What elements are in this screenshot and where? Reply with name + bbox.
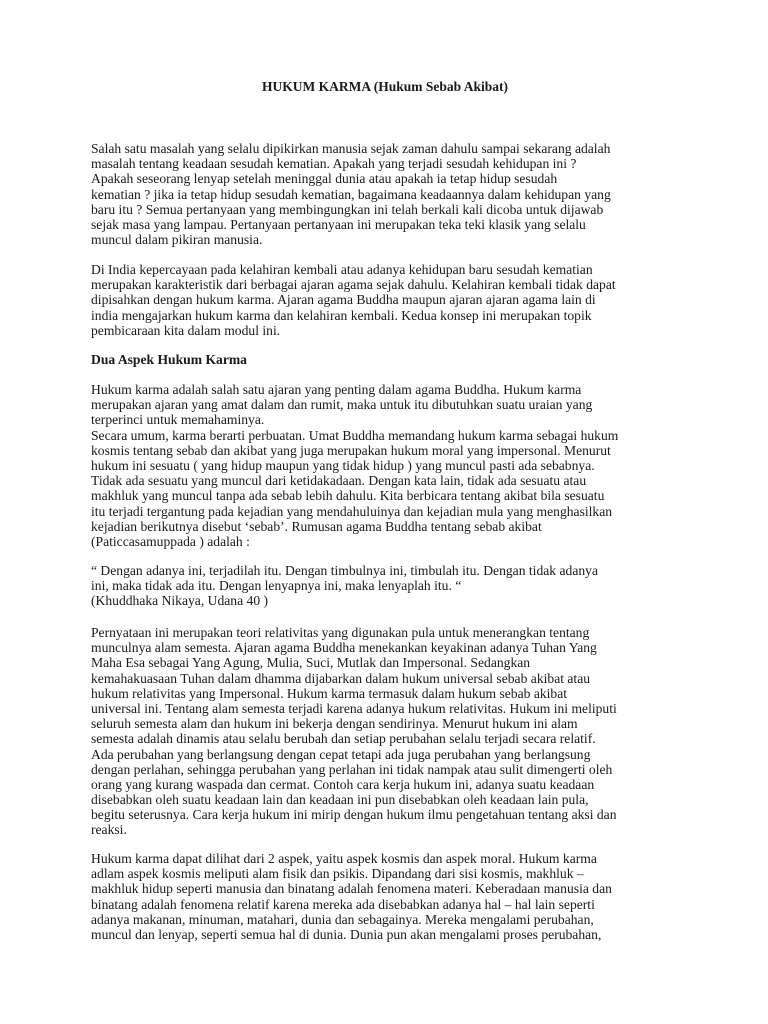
paragraph-quote: [91, 563, 691, 609]
section-heading-container: [91, 351, 691, 369]
section-heading: Dua Aspek Hukum Karma: [91, 352, 247, 367]
text-line: itu terjadi tergantung pada kejadian yang mendahuluinya dan kejadian mula yang menghasilkan: [91, 503, 613, 519]
paragraph-relativitas: [91, 625, 691, 838]
text-line: Di India kepercayaan pada kelahiran kembali atau adanya kehidupan baru sesudah kematian: [91, 262, 593, 277]
text-line: munculnya alam semesta. Ajaran agama Buddha menekankan keyakinan adanya Tuhan Yang: [91, 640, 597, 656]
text-line: kemahakuasaan Tuhan dalam dhamma dijabarkan dalam hukum universal sebab akibat atau: [91, 670, 591, 686]
text-line: Tidak ada sesuatu yang muncul dari ketidakadaan. Dengan kata lain, tidak ada sesuatu atau: [91, 473, 587, 489]
text-line: dipisahkan dengan hukum karma. Ajaran agama Buddha maupun ajaran ajaran agama lain di: [91, 292, 596, 308]
text-line: terperinci untuk memahaminya.: [91, 412, 265, 428]
text-line: masalah tentang keadaan sesudah kematian. Apakah yang terjadi sesudah kehidupan ini ?: [91, 156, 577, 172]
paragraph-hukum-karma: [91, 382, 691, 549]
text-line: Apakah seseorang lenyap setelah meninggal dunia atau apakah ia tetap hidup sesudah: [91, 171, 558, 187]
text-line: muncul dan lenyap, seperti semua hal di dunia. Dunia pun akan mengalami proses perubahan,: [91, 926, 602, 942]
text-line: dengan perlahan, sehingga perubahan yang perlahan ini tidak nampak atau sulit dimengerti oleh: [91, 761, 613, 777]
text-line: Hukum karma adalah salah satu ajaran yang penting dalam agama Buddha. Hukum karma: [91, 382, 582, 397]
text-line: disebabkan oleh suatu keadaan lain dan keadaan ini pun disebabkan oleh keadaan lain pula,: [91, 792, 589, 808]
text-line: orang yang kurang waspada dan cermat. Contoh cara kerja hukum ini, adanya suatu keadaan: [91, 776, 595, 792]
text-line: kosmis tentang sebab dan akibat yang juga merupakan hukum moral yang impersonal. Menurut: [91, 442, 611, 458]
text-line: (Paticcasamuppada ) adalah :: [91, 533, 250, 549]
text-line: adanya makanan, minuman, matahari, dunia dan sebagainya. Mereka mengalami perubahan,: [91, 911, 594, 927]
text-line: Ada perubahan yang berlangsung dengan cepat tetapi ada juga perubahan yang berlangsung: [91, 746, 591, 762]
text-line: Pernyataan ini merupakan teori relativitas yang digunakan pula untuk menerangkan tentang: [91, 625, 590, 640]
paragraph-aspek: [91, 851, 691, 942]
text-line: universal ini. Tentang alam semesta terjadi karena adanya hukum relativitas. Hukum ini meliputi: [91, 700, 617, 716]
text-line: adlam aspek kosmis meliputi alam fisik dan psikis. Dipandang dari sisi kosmis, makhluk –: [91, 866, 584, 882]
text-line: Secara umum, karma berarti perbuatan. Umat Buddha memandang hukum karma sebagai hukum: [91, 427, 619, 443]
text-line: Maha Esa sebagai Yang Agung, Mulia, Suci, Mutlak dan Impersonal. Sedangkan: [91, 655, 531, 671]
document-title: HUKUM KARMA (Hukum Sebab Akibat): [261, 79, 509, 94]
text-line: begitu seterusnya. Cara kerja hukum ini mirip dengan hukum ilmu pengetahuan tentang aksi dan: [91, 807, 617, 823]
text-line: kejadian berikutnya disebut ‘sebab’. Rumusan agama Buddha tentang sebab akibat: [91, 518, 542, 534]
text-line: pembicaraan kita dalam modul ini.: [91, 322, 281, 338]
text-line: reaksi.: [91, 822, 127, 838]
text-line: makhluk hidup seperti manusia dan binatang adalah fenomena materi. Keberadaan manusia dan: [91, 881, 612, 897]
text-line: sejak masa yang lampau. Pertanyaan pertanyaan ini merupakan teka teki klasik yang selalu: [91, 216, 586, 232]
text-line: merupakan karakteristik dari berbagai ajaran agama sejak dahulu. Kelahiran kembali tidak dapat: [91, 277, 616, 293]
text-line: Salah satu masalah yang selalu dipikirkan manusia sejak zaman dahulu sampai sekarang adalah: [91, 141, 611, 156]
quote-line: “ Dengan adanya ini, terjadilah itu. Dengan timbulnya ini, timbulah itu. Dengan tidak adanya: [91, 563, 598, 578]
text-line: merupakan ajaran yang amat dalam dan rumit, maka untuk itu dibutuhkan suatu uraian yang: [91, 397, 593, 413]
paragraph-intro: [91, 141, 691, 247]
text-line: kematian ? jika ia tetap hidup sesudah kematian, bagaimana keadaannya dalam kehidupan yang: [91, 186, 611, 202]
text-line: hukum relativitas yang Impersonal. Hukum karma termasuk dalam hukum sebab akibat: [91, 685, 568, 701]
text-line: seluruh semesta alam dan hukum ini bekerja dengan sendirinya. Menurut hukum ini alam: [91, 716, 578, 732]
text-line: Hukum karma dapat dilihat dari 2 aspek, yaitu aspek kosmis dan aspek moral. Hukum karma: [91, 851, 597, 866]
text-line: semesta adalah dinamis atau selalu berubah dan setiap perubahan selalu terjadi secara relatif.: [91, 731, 596, 747]
text-line: binatang adalah fenomena relatif karena mereka ada disebabkan adanya hal – hal lain seperti: [91, 896, 595, 912]
text-line: muncul dalam pikiran manusia.: [91, 232, 263, 248]
citation-line: (Khuddhaka Nikaya, Udana 40 ): [91, 593, 269, 609]
text-line: makhluk yang muncul tanpa ada sebab lebih dahulu. Kita berbicara tentang akibat bila sesuatu: [91, 488, 605, 504]
text-line: hukum ini sesuatu ( yang hidup maupun yang tidak hidup ) yang muncul pasti ada sebabnya.: [91, 457, 595, 473]
paragraph-india: [91, 262, 691, 338]
quote-line: ini, maka tidak ada itu. Dengan lenyapnya ini, maka lenyaplah itu. “: [91, 578, 462, 594]
text-line: baru itu ? Semua pertanyaan yang membingungkan ini telah berkali kali dicoba untuk dijawab: [91, 201, 604, 217]
text-line: india mengajarkan hukum karma dan kelahiran kembali. Kedua konsep ini merupakan topik: [91, 307, 592, 323]
